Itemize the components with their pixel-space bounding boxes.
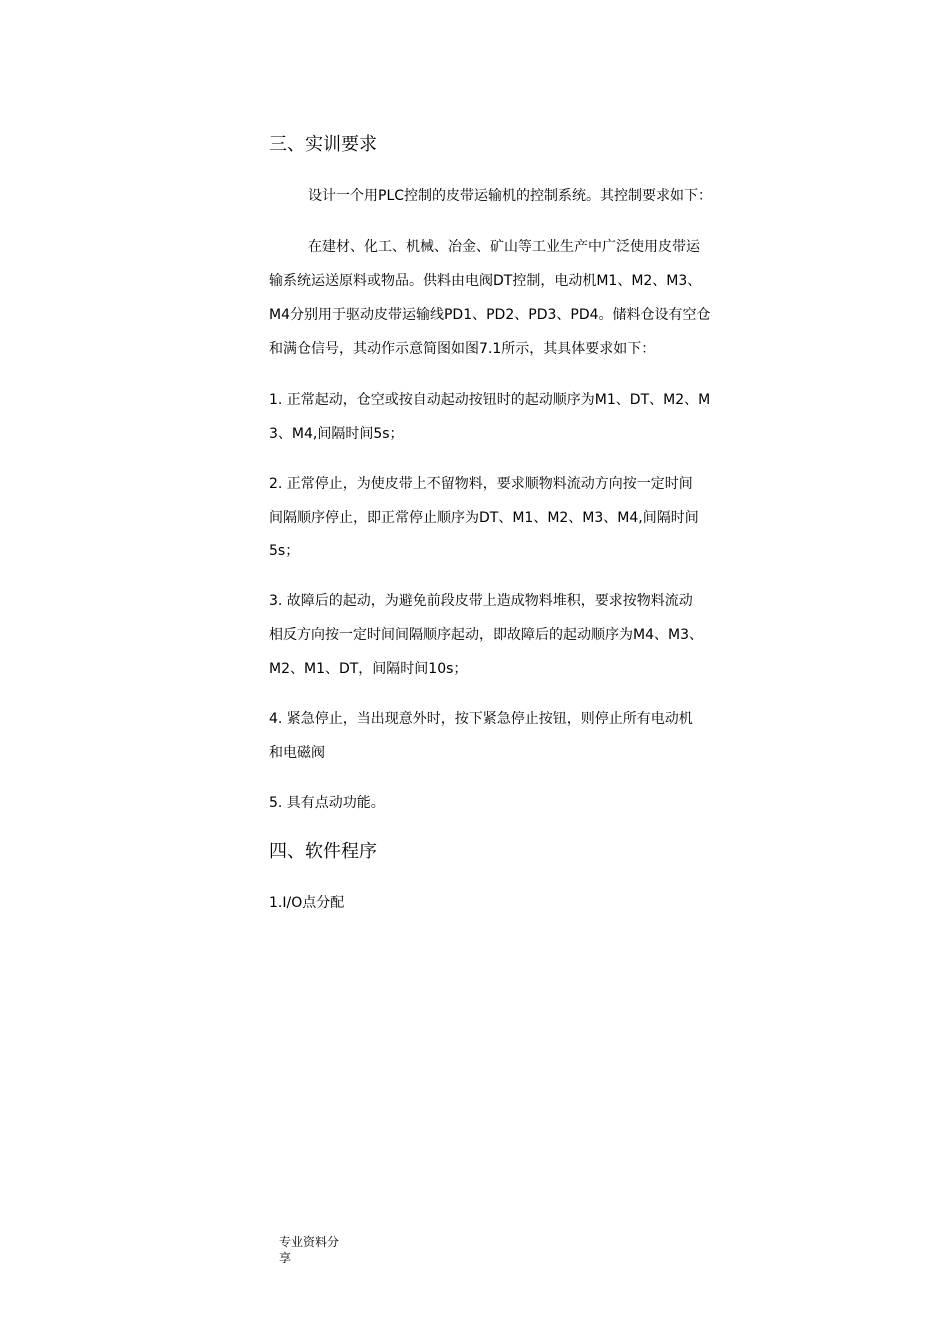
para-line-2: 输系统运送原料或物品。供料由电阀DT控制，电动机M1、M2、M3、 [269, 273, 702, 289]
intro-paragraph: 设计一个用PLC控制的皮带运输机的控制系统。其控制要求如下： [308, 188, 713, 204]
section-heading-software: 四、软件程序 [269, 841, 377, 862]
section-heading-requirements: 三、实训要求 [269, 134, 377, 155]
item-5-line-1: 5. 具有点动功能。 [269, 795, 385, 811]
item-2-line-1: 2. 正常停止，为使皮带上不留物料，要求顺物料流动方向按一定时间 [269, 476, 693, 492]
item-4-line-2: 和电磁阀 [269, 745, 325, 761]
item-2-line-2: 间隔顺序停止，即正常停止顺序为DT、M1、M2、M3、M4,间隔时间 [269, 510, 699, 526]
item-4-line-1: 4. 紧急停止，当出现意外时，按下紧急停止按钮，则停止所有电动机 [269, 711, 693, 727]
item-3-line-2: 相反方向按一定时间间隔顺序起动，即故障后的起动顺序为M4、M3、 [269, 627, 703, 643]
item-1-line-2: 3、M4,间隔时间5s； [269, 426, 404, 442]
para-line-1: 在建材、化工、机械、冶金、矿山等工业生产中广泛使用皮带运 [308, 239, 700, 255]
item-1-line-1: 1. 正常起动，仓空或按自动起动按钮时的起动顺序为M1、DT、M2、M [269, 392, 711, 408]
item-2-line-3: 5s； [269, 543, 300, 559]
item-3-line-1: 3. 故障后的起动，为避免前段皮带上造成物料堆积，要求按物料流动 [269, 593, 693, 609]
footer-note-line-1: 专业资料分 [279, 1235, 340, 1249]
para-line-3: M4分别用于驱动皮带运输线PD1、PD2、PD3、PD4。储料仓设有空仓 [269, 307, 711, 323]
item-3-line-3: M2、M1、DT，间隔时间10s； [269, 661, 468, 677]
para-line-4: 和满仓信号，其动作示意简图如图7.1所示，其具体要求如下： [269, 341, 656, 357]
io-assignment-subheading: 1.I/O点分配 [269, 895, 345, 911]
footer-note-line-2: 享 [279, 1251, 292, 1265]
